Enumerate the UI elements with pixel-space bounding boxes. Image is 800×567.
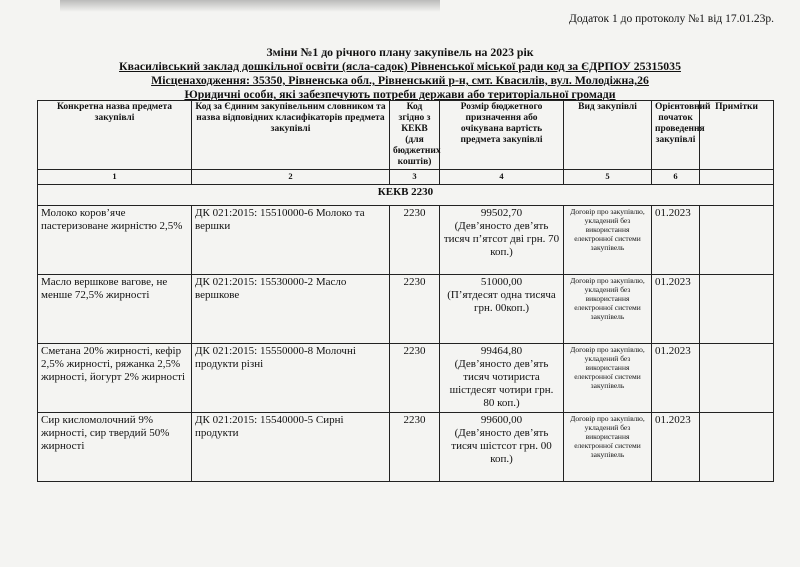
column-number-row [38,170,774,185]
amount-words: (Дев’яносто дев’ять тисяч п’ятсот дві грн. 70 коп.) [443,220,560,258]
col-num-1: 1 [38,170,192,185]
scan-shadow [60,0,440,12]
item-type: Договір про закупівлю, укладений без використання електронної системи закупівель [564,275,652,344]
header-notes: Примітки [700,101,774,170]
item-start: 01.2023 [652,275,700,344]
col-num-5: 5 [564,170,652,185]
item-name: Масло вершкове вагове, не менше 72,5% жирності [38,275,192,344]
addendum-note: Додаток 1 до протоколу №1 від 17.01.23р. [568,13,774,25]
item-start: 01.2023 [652,206,700,275]
item-start: 01.2023 [652,344,700,413]
amount-words: (Дев’яносто дев’ять тисяч шістсот грн. 00 коп.) [451,427,552,465]
amount-value: 51000,00 [480,276,523,288]
section-title: КЕКВ 2230 [38,185,774,206]
item-start: 01.2023 [652,413,700,482]
item-type: Договір про закупівлю, укладений без використання електронної системи закупівель [564,206,652,275]
section-row [38,185,774,206]
item-code: ДК 021:2015: 15550000-8 Молочні продукти різні [192,344,390,413]
header-amount: Розмір бюджетного призначення або очікувана вартість предмета закупівлі [440,101,564,170]
institution-line: Квасилівський заклад дошкільної освіти (ясла-садок) Рівненської міської ради код за ЄДРПОУ 25315035 [119,59,681,73]
procurement-table [37,100,774,482]
col-num-7 [700,170,774,185]
item-note [700,413,774,482]
amount-value: 99464,80 [480,345,523,357]
item-note [700,275,774,344]
location-line: Місценаходження: 35350, Рівненська обл., Рівненський р-н, смт. Квасилів, вул. Молодіжна,26 [151,73,649,87]
table-row [38,275,774,344]
entity-line: Юридичні особи, які забезпечують потреби держави або територіальної громади [184,87,616,101]
col-num-3: 3 [390,170,440,185]
header-type: Вид закупівлі [564,101,652,170]
item-amount [440,344,564,413]
item-kekv: 2230 [390,344,440,413]
table-row [38,206,774,275]
item-amount [440,413,564,482]
amount-value: 99600,00 [480,414,523,426]
header-item-name: Конкретна назва предмета закупівлі [38,101,192,170]
item-kekv: 2230 [390,275,440,344]
item-code: ДК 021:2015: 15510000-6 Молоко та вершки [192,206,390,275]
item-code: ДК 021:2015: 15530000-2 Масло вершкове [192,275,390,344]
header-code: Код за Єдиним закупівельним словником та назва відповідних класифікаторів предмета закупівлі [192,101,390,170]
item-type: Договір про закупівлю, укладений без використання електронної системи закупівель [564,344,652,413]
item-code: ДК 021:2015: 15540000-5 Сирні продукти [192,413,390,482]
item-name: Сметана 20% жирності, кефір 2,5% жирності, ряжанка 2,5% жирності, йогурт 2% жирності [38,344,192,413]
item-kekv: 2230 [390,206,440,275]
header-kekv: Код згідно з КЕКВ (для бюджетних коштів) [390,101,440,170]
col-num-2: 2 [192,170,390,185]
item-amount [440,275,564,344]
item-kekv: 2230 [390,413,440,482]
amount-words: (Дев’яносто дев’ять тисяч чотириста шістдесят чотири грн. 80 коп.) [449,358,554,409]
item-amount [440,206,564,275]
header-row [38,101,774,170]
item-type: Договір про закупівлю, укладений без використання електронної системи закупівель [564,413,652,482]
amount-value: 99502,70 [480,207,523,219]
item-name: Сир кисломолочний 9% жирності, сир твердий 50% жирності [38,413,192,482]
item-note [700,206,774,275]
header-start: Орієнтовний початок проведення закупівлі [652,101,700,170]
table-row [38,413,774,482]
table-row [38,344,774,413]
doc-title: Зміни №1 до річного плану закупівель на 2023 рік [266,45,534,59]
col-num-4: 4 [440,170,564,185]
col-num-6: 6 [652,170,700,185]
item-name: Молоко коров’яче пастеризоване жирністю 2,5% [38,206,192,275]
amount-words: (П’ятдесят одна тисяча грн. 00коп.) [447,289,556,314]
item-note [700,344,774,413]
